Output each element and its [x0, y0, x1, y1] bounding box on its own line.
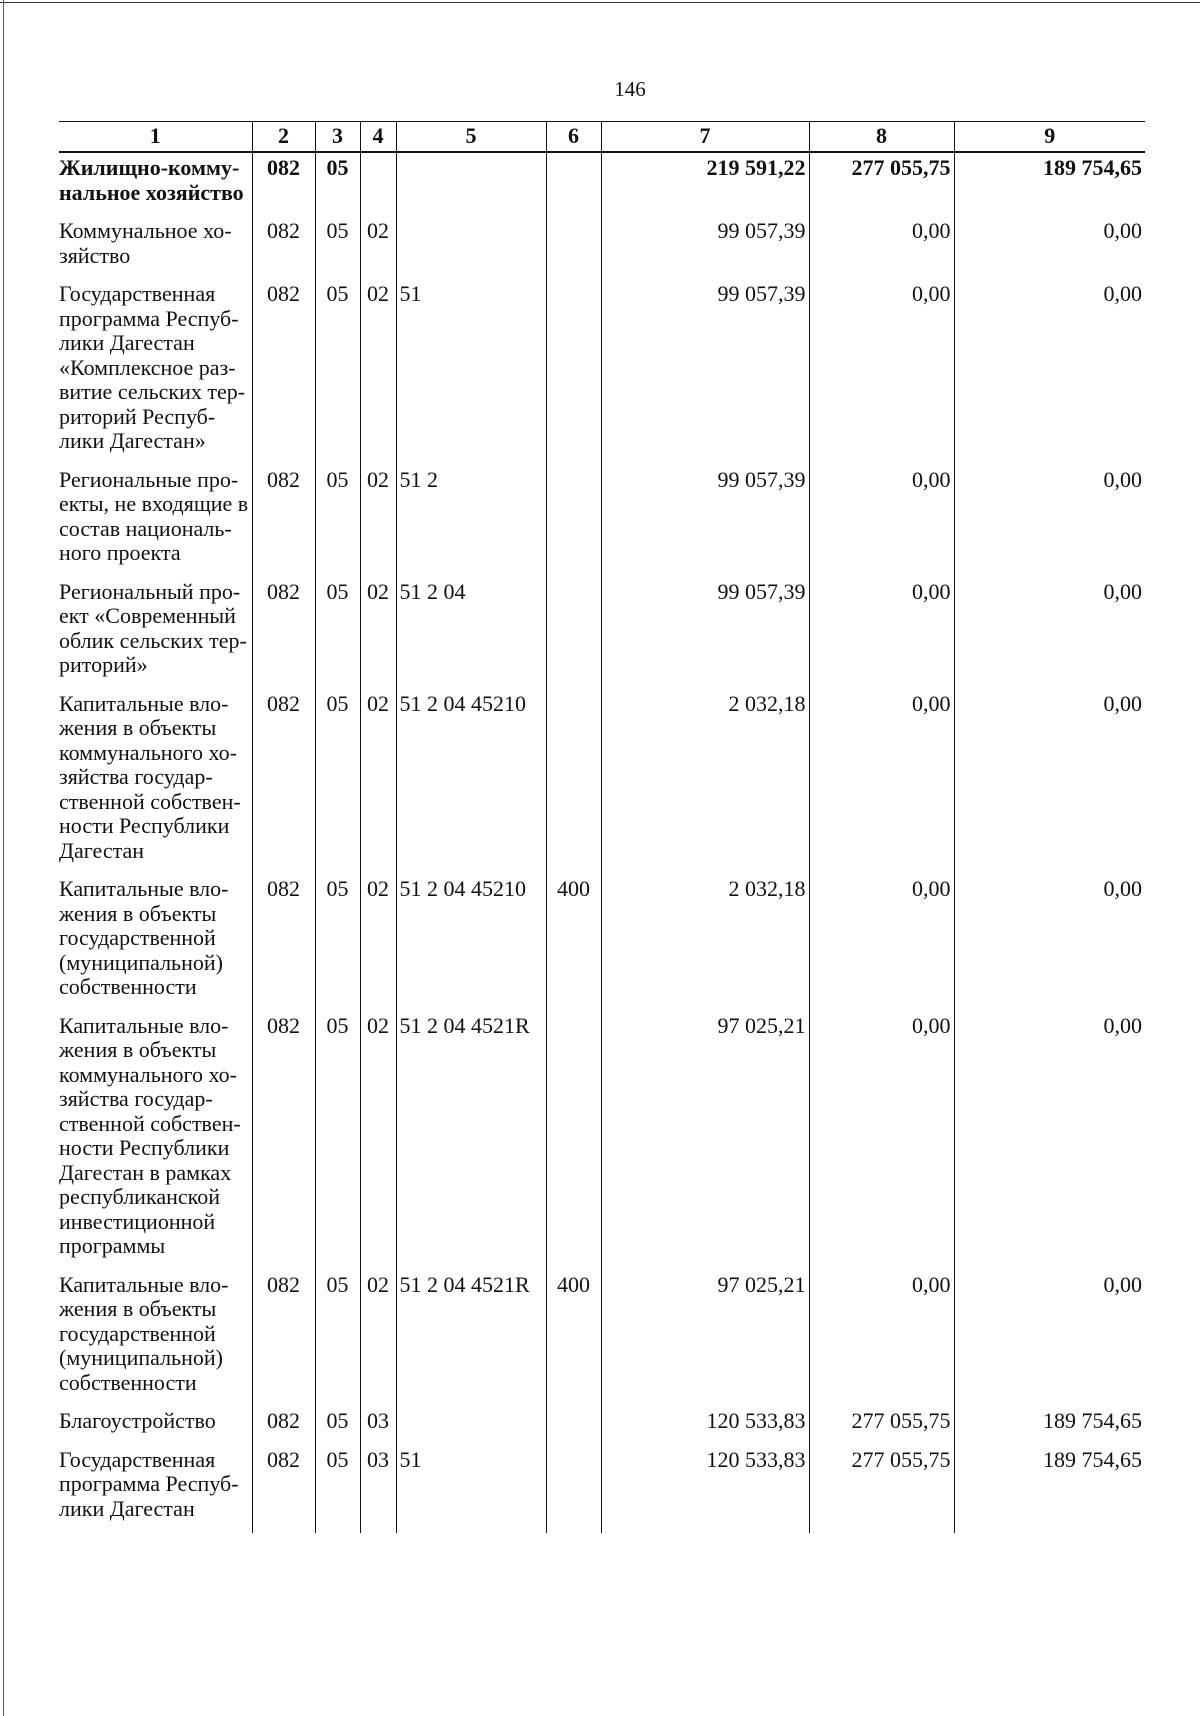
row-name-cell: Региональные про- екты, не входящие в состав националь- ного проекта [59, 465, 252, 577]
row-name-cell: Государственная программа Респуб- лики Дагестан [59, 1445, 252, 1534]
amount-col7-cell: 99 057,39 [601, 465, 809, 577]
section-code-cell: 05 [315, 279, 360, 465]
department-code-cell: 082 [252, 1011, 315, 1270]
expense-type-cell [546, 689, 601, 875]
column-header: 6 [546, 122, 601, 153]
department-code-cell: 082 [252, 279, 315, 465]
column-header: 7 [601, 122, 809, 153]
expense-type-cell [546, 1406, 601, 1445]
amount-col8-cell: 0,00 [809, 279, 954, 465]
table-row [59, 874, 1145, 1011]
subsection-code-cell: 02 [360, 577, 396, 689]
table-header-row [59, 122, 1145, 153]
section-code-cell: 05 [315, 874, 360, 1011]
table-row [59, 1406, 1145, 1445]
table-row [59, 279, 1145, 465]
row-name-cell: Региональный про- ект «Современный облик сельских тер- риторий» [59, 577, 252, 689]
amount-col9-cell: 0,00 [954, 465, 1145, 577]
target-article-cell: 51 2 04 45210 [396, 874, 546, 1011]
table-body [59, 152, 1145, 1533]
amount-col8-cell: 0,00 [809, 689, 954, 875]
amount-col7-cell: 120 533,83 [601, 1445, 809, 1534]
amount-col9-cell: 189 754,65 [954, 1406, 1145, 1445]
target-article-cell: 51 2 04 4521R [396, 1011, 546, 1270]
target-article-cell: 51 [396, 279, 546, 465]
target-article-cell: 51 2 04 4521R [396, 1270, 546, 1407]
subsection-code-cell: 03 [360, 1406, 396, 1445]
section-code-cell: 05 [315, 1270, 360, 1407]
department-code-cell: 082 [252, 577, 315, 689]
table-row [59, 689, 1145, 875]
amount-col7-cell: 2 032,18 [601, 874, 809, 1011]
table-row [59, 152, 1145, 216]
amount-col8-cell: 0,00 [809, 216, 954, 279]
amount-col7-cell: 2 032,18 [601, 689, 809, 875]
row-name-cell: Капитальные вло- жения в объекты коммунального хо- зяйства государ- ственной собствен- ности Республики Дагестан [59, 689, 252, 875]
subsection-code-cell: 03 [360, 1445, 396, 1534]
subsection-code-cell: 02 [360, 1011, 396, 1270]
amount-col9-cell: 0,00 [954, 1270, 1145, 1407]
expense-type-cell [546, 465, 601, 577]
amount-col8-cell: 277 055,75 [809, 1445, 954, 1534]
section-code-cell: 05 [315, 1406, 360, 1445]
table-row [59, 465, 1145, 577]
amount-col9-cell: 0,00 [954, 1011, 1145, 1270]
amount-col7-cell: 120 533,83 [601, 1406, 809, 1445]
table-row [59, 1445, 1145, 1534]
column-header: 8 [809, 122, 954, 153]
row-name-cell: Коммунальное хо- зяйство [59, 216, 252, 279]
expense-type-cell [546, 577, 601, 689]
amount-col9-cell: 0,00 [954, 874, 1145, 1011]
target-article-cell [396, 1406, 546, 1445]
row-name-cell: Капитальные вло- жения в объекты коммунального хо- зяйства государ- ственной собствен- ности Республики Дагестан в рамках республиканской инвестиционной программы [59, 1011, 252, 1270]
subsection-code-cell: 02 [360, 279, 396, 465]
amount-col7-cell: 99 057,39 [601, 216, 809, 279]
amount-col7-cell: 219 591,22 [601, 152, 809, 216]
expense-type-cell [546, 1445, 601, 1534]
section-code-cell: 05 [315, 216, 360, 279]
section-code-cell: 05 [315, 1011, 360, 1270]
expense-type-cell: 400 [546, 1270, 601, 1407]
department-code-cell: 082 [252, 216, 315, 279]
amount-col8-cell: 277 055,75 [809, 1406, 954, 1445]
subsection-code-cell: 02 [360, 216, 396, 279]
amount-col9-cell: 0,00 [954, 577, 1145, 689]
target-article-cell [396, 152, 546, 216]
amount-col7-cell: 99 057,39 [601, 279, 809, 465]
section-code-cell: 05 [315, 1445, 360, 1534]
section-code-cell: 05 [315, 152, 360, 216]
target-article-cell: 51 2 [396, 465, 546, 577]
department-code-cell: 082 [252, 874, 315, 1011]
amount-col9-cell: 189 754,65 [954, 1445, 1145, 1534]
target-article-cell: 51 [396, 1445, 546, 1534]
amount-col8-cell: 0,00 [809, 874, 954, 1011]
department-code-cell: 082 [252, 1270, 315, 1407]
department-code-cell: 082 [252, 465, 315, 577]
table-row [59, 216, 1145, 279]
subsection-code-cell: 02 [360, 1270, 396, 1407]
row-name-cell: Государственная программа Респуб- лики Дагестан «Комплексное раз- витие сельских тер- риторий Респуб- лики Дагестан» [59, 279, 252, 465]
amount-col7-cell: 97 025,21 [601, 1011, 809, 1270]
amount-col9-cell: 0,00 [954, 216, 1145, 279]
expense-type-cell [546, 279, 601, 465]
table-row [59, 577, 1145, 689]
section-code-cell: 05 [315, 577, 360, 689]
row-name-cell: Благоустройство [59, 1406, 252, 1445]
expense-type-cell [546, 1011, 601, 1270]
amount-col9-cell: 0,00 [954, 689, 1145, 875]
expense-type-cell [546, 216, 601, 279]
subsection-code-cell: 02 [360, 465, 396, 577]
row-name-cell: Жилищно-комму- нальное хозяйство [59, 152, 252, 216]
subsection-code-cell: 02 [360, 689, 396, 875]
section-code-cell: 05 [315, 465, 360, 577]
amount-col7-cell: 99 057,39 [601, 577, 809, 689]
expense-type-cell [546, 152, 601, 216]
scan-edge-top [0, 2, 1200, 3]
column-header: 9 [954, 122, 1145, 153]
amount-col8-cell: 277 055,75 [809, 152, 954, 216]
amount-col9-cell: 0,00 [954, 279, 1145, 465]
page-number: 146 [614, 77, 646, 101]
budget-table [59, 121, 1145, 1533]
amount-col9-cell: 189 754,65 [954, 152, 1145, 216]
column-header: 1 [59, 122, 252, 153]
scan-edge-left [3, 0, 4, 1716]
subsection-code-cell [360, 152, 396, 216]
amount-col7-cell: 97 025,21 [601, 1270, 809, 1407]
expense-type-cell: 400 [546, 874, 601, 1011]
column-header: 5 [396, 122, 546, 153]
department-code-cell: 082 [252, 1445, 315, 1534]
subsection-code-cell: 02 [360, 874, 396, 1011]
amount-col8-cell: 0,00 [809, 1011, 954, 1270]
target-article-cell [396, 216, 546, 279]
amount-col8-cell: 0,00 [809, 577, 954, 689]
amount-col8-cell: 0,00 [809, 1270, 954, 1407]
section-code-cell: 05 [315, 689, 360, 875]
row-name-cell: Капитальные вло- жения в объекты государственной (муниципальной) собственности [59, 1270, 252, 1407]
department-code-cell: 082 [252, 152, 315, 216]
row-name-cell: Капитальные вло- жения в объекты государственной (муниципальной) собственности [59, 874, 252, 1011]
table-row [59, 1011, 1145, 1270]
table-row [59, 1270, 1145, 1407]
amount-col8-cell: 0,00 [809, 465, 954, 577]
department-code-cell: 082 [252, 1406, 315, 1445]
column-header: 3 [315, 122, 360, 153]
column-header: 2 [252, 122, 315, 153]
target-article-cell: 51 2 04 [396, 577, 546, 689]
column-header: 4 [360, 122, 396, 153]
target-article-cell: 51 2 04 45210 [396, 689, 546, 875]
department-code-cell: 082 [252, 689, 315, 875]
